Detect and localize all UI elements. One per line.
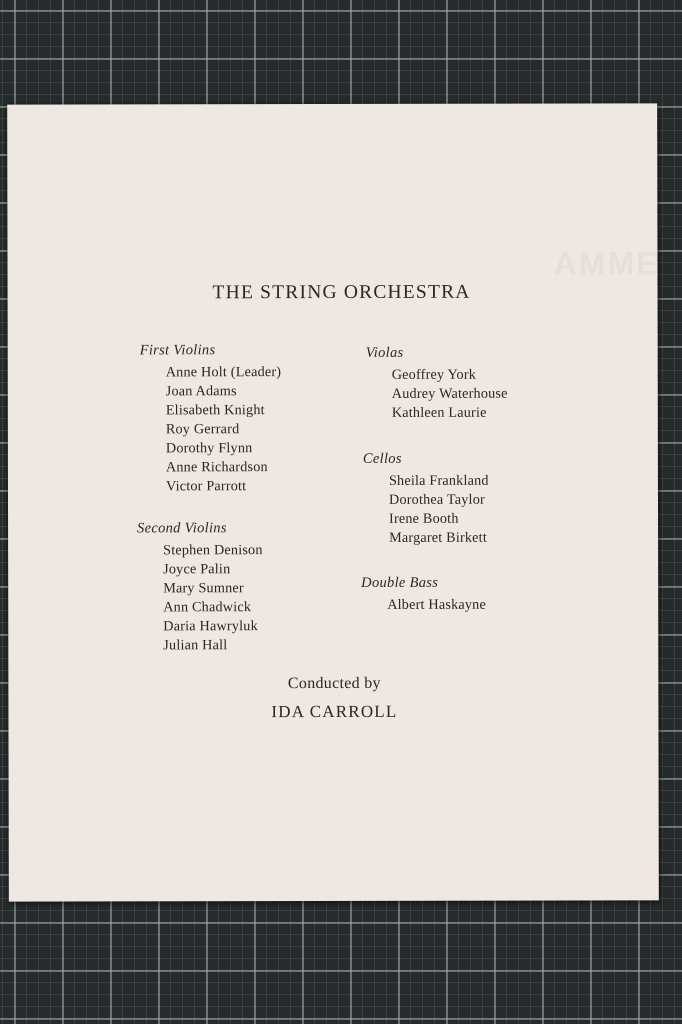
member-name: Victor Parrott bbox=[165, 478, 247, 495]
member-name: Roy Gerrard bbox=[165, 421, 240, 438]
section-heading-violas: Violas bbox=[365, 344, 404, 361]
member-name: Albert Haskayne bbox=[387, 596, 486, 613]
member-name: Stephen Denison bbox=[163, 542, 263, 559]
programme-page bbox=[7, 103, 659, 901]
member-list-first-violins bbox=[140, 363, 282, 496]
member-name: Audrey Waterhouse bbox=[391, 385, 508, 402]
member-name: Joan Adams bbox=[165, 383, 237, 400]
section-heading-double-bass: Double Bass bbox=[361, 574, 439, 591]
member-name: Joyce Palin bbox=[163, 561, 231, 578]
section-second-violins bbox=[137, 520, 263, 655]
section-heading-second-violins: Second Violins bbox=[137, 520, 227, 537]
conductor-name: IDA CARROLL bbox=[271, 701, 398, 722]
member-name: Ann Chadwick bbox=[163, 599, 252, 616]
member-name: Anne Richardson bbox=[165, 459, 268, 476]
member-list-second-violins bbox=[137, 541, 263, 655]
section-double-bass bbox=[361, 575, 486, 615]
member-name: Sheila Frankland bbox=[388, 472, 489, 489]
member-name: Irene Booth bbox=[389, 510, 459, 527]
member-name: Julian Hall bbox=[163, 637, 228, 654]
section-violas bbox=[366, 345, 508, 423]
member-name: Margaret Birkett bbox=[389, 529, 487, 546]
member-name: Dorothy Flynn bbox=[165, 440, 253, 457]
section-first-violins bbox=[140, 342, 282, 496]
member-name: Daria Hawryluk bbox=[163, 618, 258, 635]
member-name: Dorothea Taylor bbox=[388, 491, 485, 508]
member-list-double-bass bbox=[361, 596, 486, 615]
section-heading-first-violins: First Violins bbox=[139, 342, 216, 359]
member-name: Elisabeth Knight bbox=[165, 402, 265, 419]
show-through-text: AMME bbox=[553, 245, 660, 282]
member-name: Geoffrey York bbox=[391, 366, 477, 383]
section-cellos bbox=[363, 451, 489, 548]
member-list-cellos bbox=[363, 472, 489, 548]
member-name: Kathleen Laurie bbox=[391, 404, 487, 421]
section-heading-cellos: Cellos bbox=[362, 450, 402, 467]
member-name: Anne Holt (Leader) bbox=[165, 364, 282, 381]
member-list-violas bbox=[366, 366, 508, 423]
member-name: Mary Sumner bbox=[163, 580, 244, 597]
page-title: THE STRING ORCHESTRA bbox=[212, 281, 471, 304]
conducted-by-label: Conducted by bbox=[287, 674, 381, 693]
